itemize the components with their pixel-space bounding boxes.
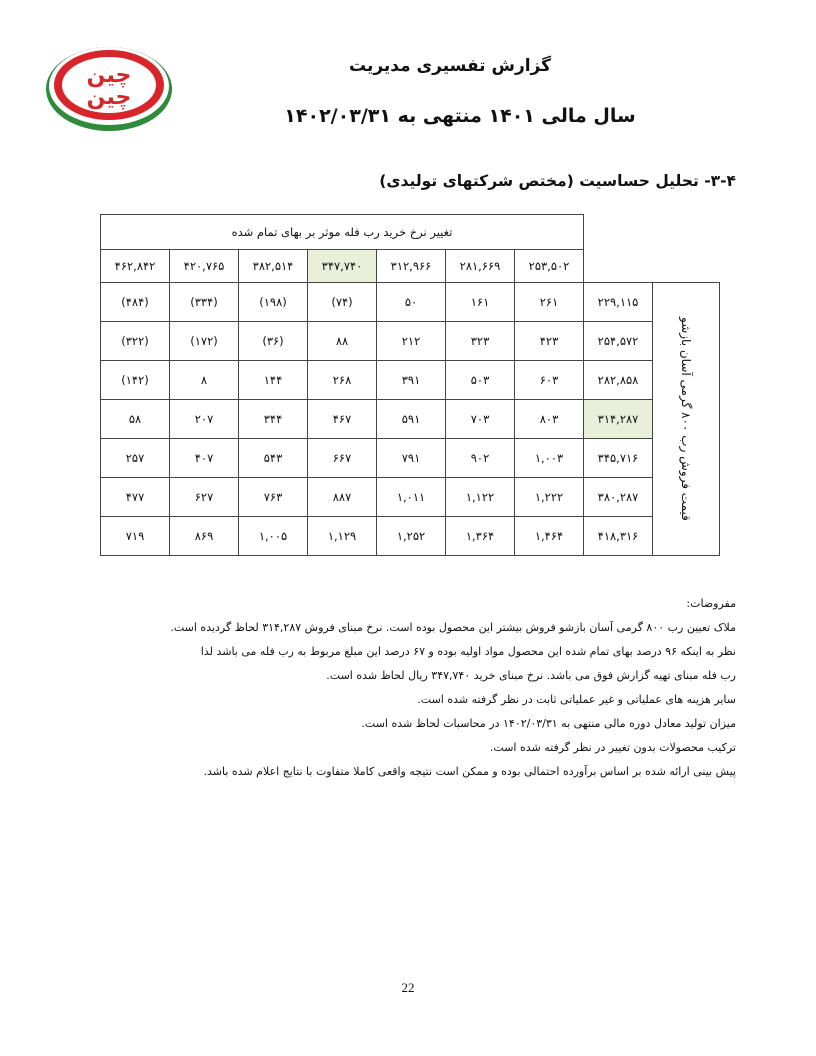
table-row (101, 517, 720, 556)
table-cell: ۴۰۷ (170, 439, 239, 478)
row-price: ۲۵۴,۵۷۲ (584, 322, 653, 361)
column-value: ۲۸۱,۶۶۹ (446, 250, 515, 283)
assumption-line: نظر به اینکه ۹۶ درصد بهای تمام شده این محصول مواد اولیه بوده و ۶۷ درصد این مبلغ مربوط به رب فله می باشد لذا (200, 645, 736, 658)
table-cell: ۲۰۷ (170, 400, 239, 439)
table-cell: (۳۳۴) (170, 283, 239, 322)
assumptions-title: مفروضات: (686, 597, 736, 610)
table-cell: ۲۱۲ (377, 322, 446, 361)
table-cell: ۸۸ (308, 322, 377, 361)
table-cell: ۵۴۳ (239, 439, 308, 478)
table-cell: (۷۴) (308, 283, 377, 322)
table-cell: ۵۸ (101, 400, 170, 439)
table-cell: ۲۵۷ (101, 439, 170, 478)
table-cell: ۱,۱۲۲ (446, 478, 515, 517)
table-cell: ۷۶۳ (239, 478, 308, 517)
table-row (101, 439, 720, 478)
table-cell: ۶۶۷ (308, 439, 377, 478)
table-cell: ۱,۰۰۳ (515, 439, 584, 478)
table-cell: ۲۶۸ (308, 361, 377, 400)
table-cell: ۶۲۷ (170, 478, 239, 517)
table-cell: ۸۸۷ (308, 478, 377, 517)
table-cell: (۱۴۲) (101, 361, 170, 400)
table-cell: ۸ (170, 361, 239, 400)
assumption-line: میزان تولید معادل دوره مالی منتهی به ۱۴۰۲/۰۳/۳۱ در محاسبات لحاظ شده است. (361, 717, 736, 730)
row-price: ۲۸۲,۸۵۸ (584, 361, 653, 400)
row-price-base: ۳۱۴,۲۸۷ (584, 400, 653, 439)
table-cell: ۱۶۱ (446, 283, 515, 322)
table-cell: (۴۸۴) (101, 283, 170, 322)
table-cell: ۵۰ (377, 283, 446, 322)
assumption-line: رب فله مبنای تهیه گزارش فوق می باشد. نرخ مبنای خرید ۳۴۷,۷۴۰ ریال لحاظ شده است. (326, 669, 736, 682)
column-value: ۴۲۰,۷۶۵ (170, 250, 239, 283)
assumption-line: ملاک تعیین رب ۸۰۰ گرمی آسان بازشو فروش بیشتر این محصول بوده است. نرخ مبنای فروش ۳۱۴,۲۸۷ لحاظ گردیده است. (170, 621, 736, 634)
company-logo (44, 42, 174, 132)
column-value: ۳۸۲,۵۱۴ (239, 250, 308, 283)
table-cell: ۴۷۷ (101, 478, 170, 517)
row-price: ۳۸۰,۲۸۷ (584, 478, 653, 517)
table-cell: ۳۹۱ (377, 361, 446, 400)
row-header-label: قیمت فروش رب ۸۰۰ گرمی آسان بازشو (679, 317, 693, 521)
column-value: ۳۱۲,۹۶۶ (377, 250, 446, 283)
assumption-line: سایر هزینه های عملیاتی و غیر عملیاتی ثابت در نظر گرفته شده است. (417, 693, 736, 706)
table-cell: (۳۲۲) (101, 322, 170, 361)
table-cell: ۸۰۳ (515, 400, 584, 439)
table-row (101, 478, 720, 517)
table-cell: ۱,۲۲۲ (515, 478, 584, 517)
assumptions-block (96, 592, 736, 784)
table-cell: ۹۰۲ (446, 439, 515, 478)
table-cell: ۸۶۹ (170, 517, 239, 556)
column-value-base: ۳۴۷,۷۴۰ (308, 250, 377, 283)
table-cell: ۴۲۳ (515, 322, 584, 361)
table-cell: ۳۲۳ (446, 322, 515, 361)
table-row (101, 283, 720, 322)
table-cell: ۱,۴۶۴ (515, 517, 584, 556)
table-cell: ۱,۰۰۵ (239, 517, 308, 556)
assumption-line: ترکیب محصولات بدون تغییر در نظر گرفته شده است. (489, 741, 736, 754)
table-cell: (۱۷۲) (170, 322, 239, 361)
fiscal-year-title: سال مالی ۱۴۰۱ منتهی به ۱۴۰۲/۰۳/۳۱ (284, 105, 636, 127)
table-row (101, 322, 720, 361)
column-value: ۲۵۳,۵۰۲ (515, 250, 584, 283)
table-cell: ۱,۱۲۹ (308, 517, 377, 556)
table-cell: ۳۴۴ (239, 400, 308, 439)
row-price: ۴۱۸,۳۱۶ (584, 517, 653, 556)
svg-text:چین: چین (86, 63, 132, 88)
table-cell: ۱,۳۶۴ (446, 517, 515, 556)
table-cell: (۱۹۸) (239, 283, 308, 322)
report-title: گزارش تفسیری مدیریت (348, 56, 552, 76)
column-header: تغییر نرخ خرید رب فله موثر بر بهای تمام شده (101, 215, 584, 250)
assumption-line: پیش بینی ارائه شده بر اساس برآورده احتمالی بوده و ممکن است نتیجه واقعی کاملا متفاوت با نتایج اعلام شده باشد. (203, 765, 736, 778)
row-price: ۳۴۵,۷۱۶ (584, 439, 653, 478)
table-cell: ۲۶۱ (515, 283, 584, 322)
table-cell: ۵۰۳ (446, 361, 515, 400)
row-header (653, 283, 720, 556)
column-value: ۴۶۲,۸۴۲ (101, 250, 170, 283)
table-cell: ۱,۲۵۲ (377, 517, 446, 556)
table-cell: ۷۰۳ (446, 400, 515, 439)
section-heading: ۳-۴- تحلیل حساسیت (مختص شرکتهای تولیدی) (379, 172, 736, 190)
svg-text:چین: چین (86, 85, 132, 110)
row-price: ۲۲۹,۱۱۵ (584, 283, 653, 322)
table-cell: ۷۱۹ (101, 517, 170, 556)
table-row (101, 361, 720, 400)
table-cell: ۷۹۱ (377, 439, 446, 478)
sensitivity-table (100, 214, 720, 556)
table-cell: ۴۶۷ (308, 400, 377, 439)
table-cell: ۱۴۴ (239, 361, 308, 400)
page-number: 22 (401, 980, 415, 995)
table-cell: ۵۹۱ (377, 400, 446, 439)
table-row (101, 400, 720, 439)
table-cell: ۶۰۳ (515, 361, 584, 400)
table-cell: ۱,۰۱۱ (377, 478, 446, 517)
table-cell: (۳۶) (239, 322, 308, 361)
